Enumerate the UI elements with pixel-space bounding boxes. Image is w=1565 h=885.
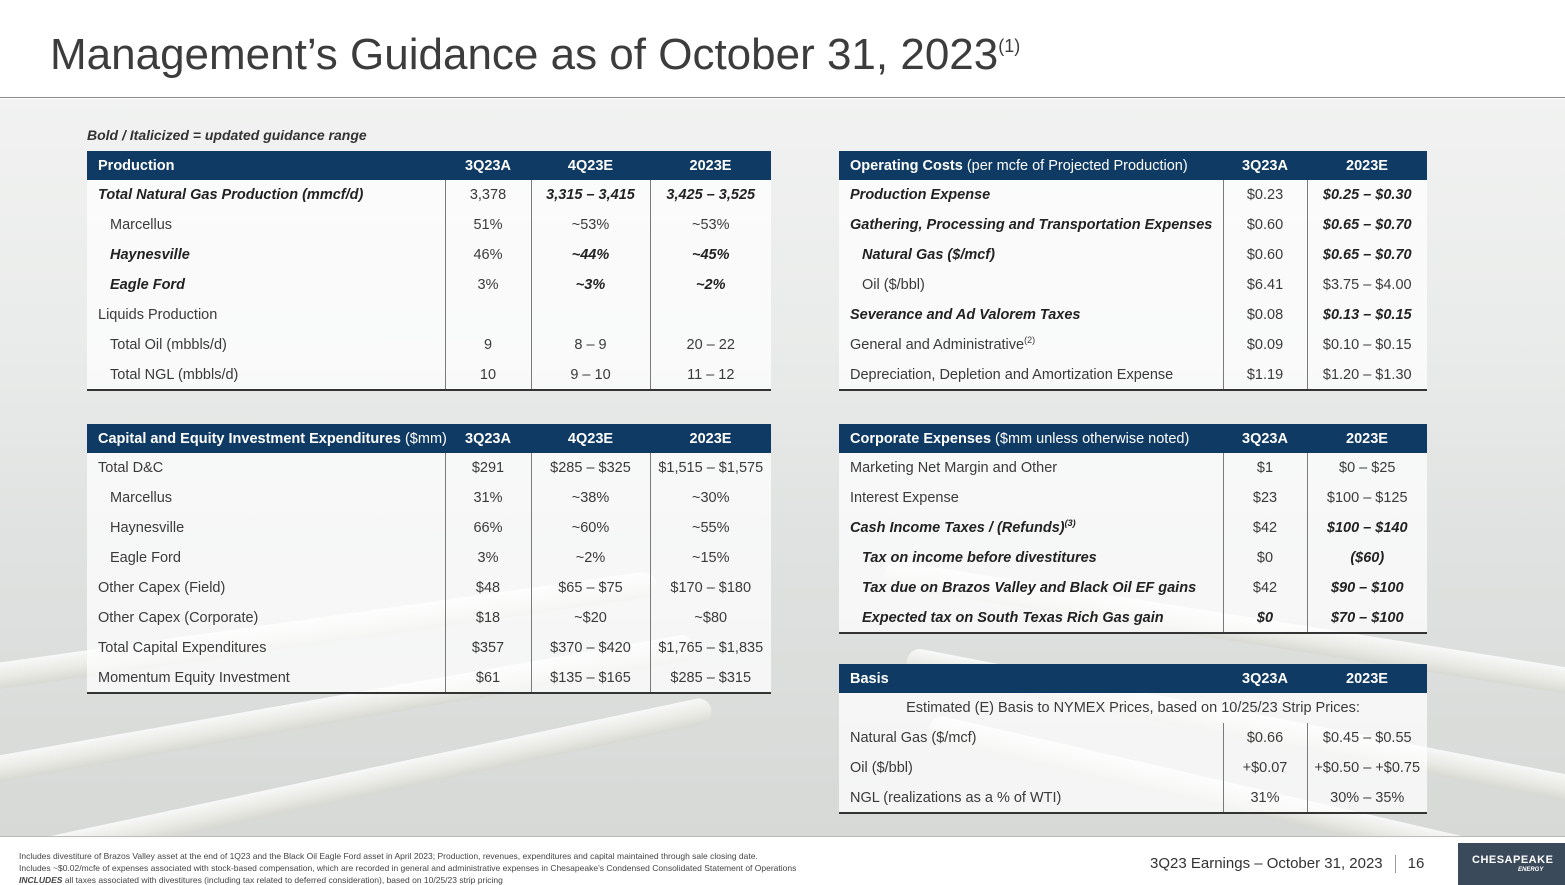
table-row: Other Capex (Corporate) $18 ~$20 ~$80 xyxy=(87,603,771,633)
title-bar xyxy=(0,0,1565,98)
guidance-note: Bold / Italicized = updated guidance range xyxy=(87,127,367,143)
table-row: Tax on income before divestitures $0 ($60) xyxy=(839,543,1427,573)
footnote-1: Includes divestiture of Brazos Valley asset at the end of 1Q23 and the Black Oil Eagle Ford asset in April 2023; Production, revenues, expenditures and capital maintained through sale closing date. xyxy=(19,851,758,861)
table-row: Expected tax on South Texas Rich Gas gain $0 $70 – $100 xyxy=(839,603,1427,633)
table-row: Oil ($/bbl) $6.41 $3.75 – $4.00 xyxy=(839,270,1427,300)
table-header: Basis 3Q23A 2023E xyxy=(839,664,1427,693)
table-row: Estimated (E) Basis to NYMEX Prices, based on 10/25/23 Strip Prices: xyxy=(839,693,1427,723)
table-row: Gathering, Processing and Transportation Expenses $0.60 $0.65 – $0.70 xyxy=(839,210,1427,240)
table-row: Tax due on Brazos Valley and Black Oil EF gains $42 $90 – $100 xyxy=(839,573,1427,603)
page-info xyxy=(1150,855,1424,873)
table-row: Total Natural Gas Production (mmcf/d) 3,378 3,315 – 3,415 3,425 – 3,525 xyxy=(87,180,771,210)
table-header: Corporate Expenses ($mm unless otherwise noted) 3Q23A 2023E xyxy=(839,424,1427,453)
footnote-3: INCLUDES all taxes associated with divestitures (including tax related to deferred consideration), based on 10/25/23 strip pricing xyxy=(19,875,503,885)
table-row: Momentum Equity Investment $61 $135 – $165 $285 – $315 xyxy=(87,663,771,693)
table-row: Cash Income Taxes / (Refunds)$^{(3)}$ $42 $100 – $140 xyxy=(839,513,1427,543)
page-title: Management’s Guidance as of October 31, 2023$^{(1)}$ xyxy=(50,30,1021,79)
table-row: Depreciation, Depletion and Amortization Expense $1.19 $1.20 – $1.30 xyxy=(839,360,1427,390)
table-row: Marketing Net Margin and Other $1 $0 – $25 xyxy=(839,453,1427,483)
company-logo: CHESAPEAKE ENERGY xyxy=(1458,843,1565,885)
table-row: Interest Expense $23 $100 – $125 xyxy=(839,483,1427,513)
table-row: Marcellus 31% ~38% ~30% xyxy=(87,483,771,513)
table-row: Severance and Ad Valorem Taxes $0.08 $0.13 – $0.15 xyxy=(839,300,1427,330)
table-row: General and Administrative$^{(2)}$ $0.09 $0.10 – $0.15 xyxy=(839,330,1427,360)
table-row: Natural Gas ($/mcf) $0.66 $0.45 – $0.55 xyxy=(839,723,1427,753)
table-row: Other Capex (Field) $48 $65 – $75 $170 – $180 xyxy=(87,573,771,603)
table-header: Operating Costs (per mcfe of Projected Production) 3Q23A 2023E xyxy=(839,151,1427,180)
table-header: Capital and Equity Investment Expenditures ($mm) 3Q23A 4Q23E 2023E xyxy=(87,424,771,453)
corporate-expenses-table xyxy=(839,424,1427,634)
table-header: Production 3Q23A 4Q23E 2023E xyxy=(87,151,771,180)
table-row: NGL (realizations as a % of WTI) 31% 30% – 35% xyxy=(839,783,1427,813)
footnote-2: Includes ~$0.02/mcfe of expenses associated with stock-based compensation, which are recorded in general and administrative expenses in Chesapeake’s Condensed Consolidated Statement of Operations xyxy=(19,863,797,873)
table-row: Eagle Ford 3% ~3% ~2% xyxy=(87,270,771,300)
event-label: 3Q23 Earnings – October 31, 2023 xyxy=(1150,855,1383,872)
table-row: Total Capital Expenditures $357 $370 – $420 $1,765 – $1,835 xyxy=(87,633,771,663)
table-row: Haynesville 66% ~60% ~55% xyxy=(87,513,771,543)
table-row: Total NGL (mbbls/d) 10 9 – 10 11 – 12 xyxy=(87,360,771,390)
operating-costs-table xyxy=(839,151,1427,391)
divider xyxy=(1395,855,1396,873)
footer xyxy=(0,836,1565,885)
table-row: Total D&C $291 $285 – $325 $1,515 – $1,575 xyxy=(87,453,771,483)
table-row: Liquids Production xyxy=(87,300,771,330)
table-row: Marcellus 51% ~53% ~53% xyxy=(87,210,771,240)
table-row: Haynesville 46% ~44% ~45% xyxy=(87,240,771,270)
page-number: 16 xyxy=(1407,855,1425,872)
table-row: Eagle Ford 3% ~2% ~15% xyxy=(87,543,771,573)
table-row: Oil ($/bbl) +$0.07 +$0.50 – +$0.75 xyxy=(839,753,1427,783)
production-table xyxy=(87,151,771,391)
table-row: Natural Gas ($/mcf) $0.60 $0.65 – $0.70 xyxy=(839,240,1427,270)
basis-table xyxy=(839,664,1427,814)
capex-table xyxy=(87,424,771,694)
table-row: Total Oil (mbbls/d) 9 8 – 9 20 – 22 xyxy=(87,330,771,360)
table-row: Production Expense $0.23 $0.25 – $0.30 xyxy=(839,180,1427,210)
